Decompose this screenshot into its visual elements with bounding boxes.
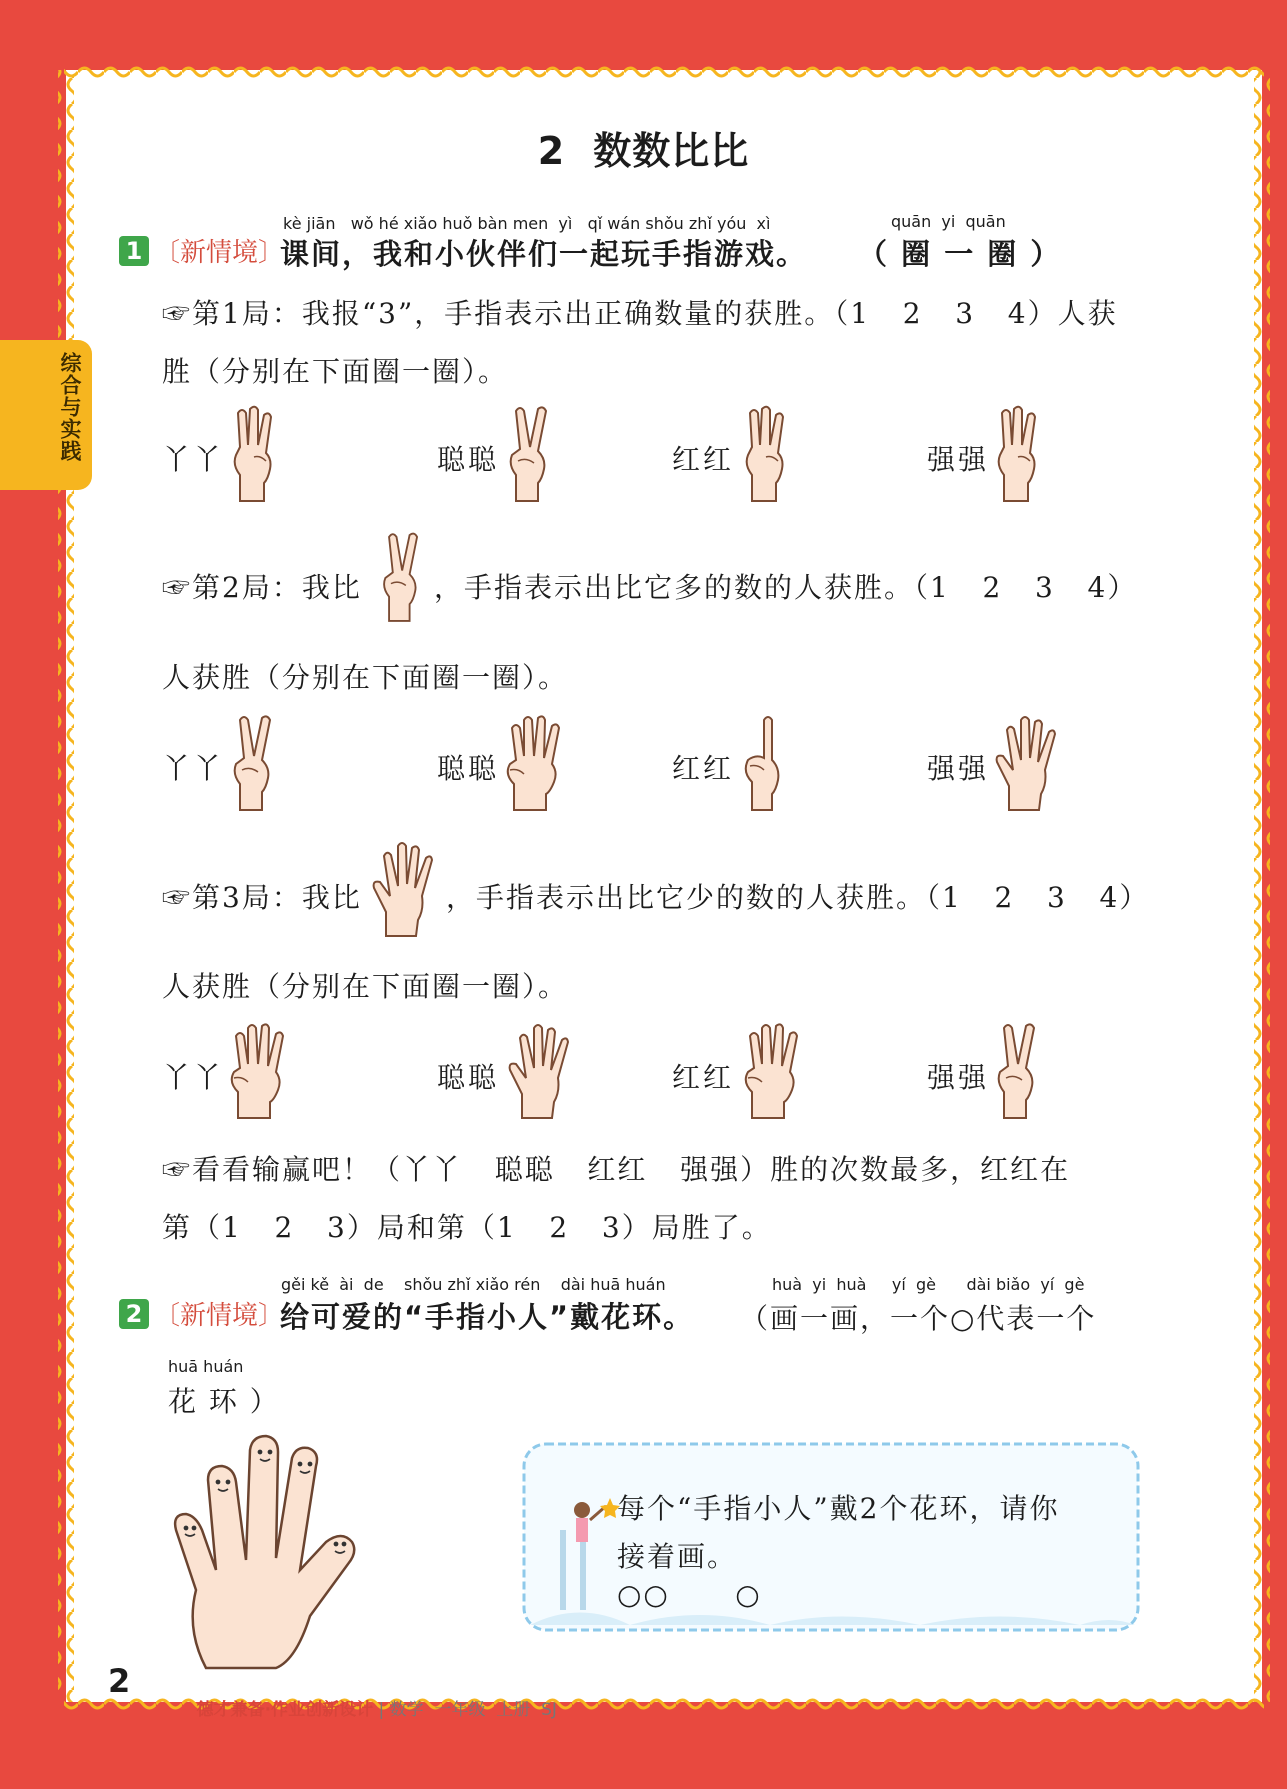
hand-four-fingers-icon[interactable]: [226, 1022, 296, 1122]
footer-text: 德才兼备·作业创新设计 | 数学 一年级 上册 SJ: [196, 1700, 557, 1720]
player-name-yaya: 丫丫: [162, 443, 225, 476]
example-circles: ○○ ○: [617, 1578, 762, 1611]
round1-text: ☞第1局：我报“3”，手指表示出正确数量的获胜。（1 2 3 4）人获: [162, 297, 1118, 330]
player-name-yaya: 丫丫: [162, 1061, 225, 1094]
hand-three-fingers-icon[interactable]: [990, 405, 1050, 505]
q1-instruction: （ 圈 一 圈 ）: [858, 237, 1062, 271]
q2-prompt: 给可爱的“手指小人”戴花环。: [280, 1300, 695, 1334]
round2-text-line2: 人获胜（分别在下面圈一圈）。: [162, 661, 569, 694]
q1-instruction-pinyin: quān yi quān: [891, 212, 1006, 231]
page-title: [0, 120, 1287, 175]
player-name-honghong: 红红: [672, 1061, 735, 1094]
q2-instruction: （画一画，一个○代表一个: [740, 1302, 1097, 1335]
summary-text-line2: 第（1 2 3）局和第（1 2 3）局胜了。: [162, 1211, 772, 1244]
lesson-title: 数数比比: [593, 129, 750, 173]
player-name-congcong: 聪聪: [437, 1061, 500, 1094]
hand-two-fingers-icon[interactable]: [990, 1022, 1050, 1122]
hand-five-fingers-icon: [372, 840, 442, 940]
q2-pinyin: gěi kě ài de shǒu zhǐ xiǎo rén dài huā huán: [281, 1275, 666, 1294]
lesson-number: 2: [537, 129, 566, 173]
round3-text: ☞第3局：我比: [162, 881, 362, 914]
q1-prompt: 课间，我和小伙伴们一起玩手指游戏。: [280, 237, 808, 271]
tip-text-line2: 接着画。: [617, 1540, 738, 1573]
section-tab: [0, 340, 92, 490]
player-name-qiangqiang: 强强: [927, 1061, 990, 1094]
hand-two-fingers-icon[interactable]: [502, 405, 562, 505]
hand-one-finger-icon[interactable]: [738, 714, 798, 814]
hand-four-fingers-icon[interactable]: [502, 714, 572, 814]
hand-four-fingers-icon[interactable]: [740, 1022, 810, 1122]
footer-brand: 德才兼备·作业创新设计: [196, 1700, 374, 1720]
q2-number-badge: 2: [119, 1299, 149, 1329]
player-name-qiangqiang: 强强: [927, 752, 990, 785]
q1-pinyin: kè jiān wǒ hé xiǎo huǒ bàn men yì qǐ wán shǒu zhǐ yóu xì: [283, 214, 771, 233]
section-tab-label: 综合与实践: [58, 352, 82, 462]
player-name-congcong: 聪聪: [437, 443, 500, 476]
summary-text: ☞看看输赢吧！（丫丫 聪聪 红红 强强）胜的次数最多，红红在: [162, 1153, 1071, 1186]
page-number: 2: [108, 1662, 131, 1700]
hand-five-fingers-icon[interactable]: [508, 1022, 578, 1122]
player-name-qiangqiang: 强强: [927, 443, 990, 476]
hand-five-fingers-icon[interactable]: [995, 714, 1065, 814]
player-name-honghong: 红红: [672, 443, 735, 476]
player-name-yaya: 丫丫: [162, 752, 225, 785]
round1-text-line2: 胜（分别在下面圈一圈）。: [162, 355, 509, 388]
q1-tag: 〔新情境〕: [154, 238, 285, 268]
round3-text-line2: 人获胜（分别在下面圈一圈）。: [162, 970, 569, 1003]
q2-tag: 〔新情境〕: [154, 1301, 285, 1331]
round2-text-rest: ，手指表示出比它多的数的人获胜。（1 2 3 4）: [434, 571, 1138, 604]
q2-prompt-line2: 花 环 ）: [168, 1385, 280, 1418]
round3-text-rest: ，手指表示出比它少的数的人获胜。（1 2 3 4）: [446, 881, 1150, 914]
tip-box-frame: [520, 1440, 1145, 1640]
hand-two-fingers-icon[interactable]: [226, 714, 286, 814]
player-name-honghong: 红红: [672, 752, 735, 785]
hand-two-fingers-icon: [376, 528, 432, 628]
player-name-congcong: 聪聪: [437, 752, 500, 785]
finger-people-hand-illustration[interactable]: [166, 1430, 376, 1670]
footer-info: 数学 一年级 上册 SJ: [389, 1700, 557, 1720]
tip-text: 每个“手指小人”戴2个花环，请你: [617, 1492, 1060, 1525]
round2-text: ☞第2局：我比: [162, 571, 362, 604]
q2-line2-pinyin: huā huán: [168, 1357, 244, 1376]
q2-instruction-pinyin: huà yi huà yí gè dài biǎo yí gè: [772, 1275, 1085, 1294]
hand-three-fingers-icon[interactable]: [738, 405, 798, 505]
hand-three-fingers-icon[interactable]: [226, 405, 286, 505]
q1-number-badge: 1: [119, 236, 149, 266]
